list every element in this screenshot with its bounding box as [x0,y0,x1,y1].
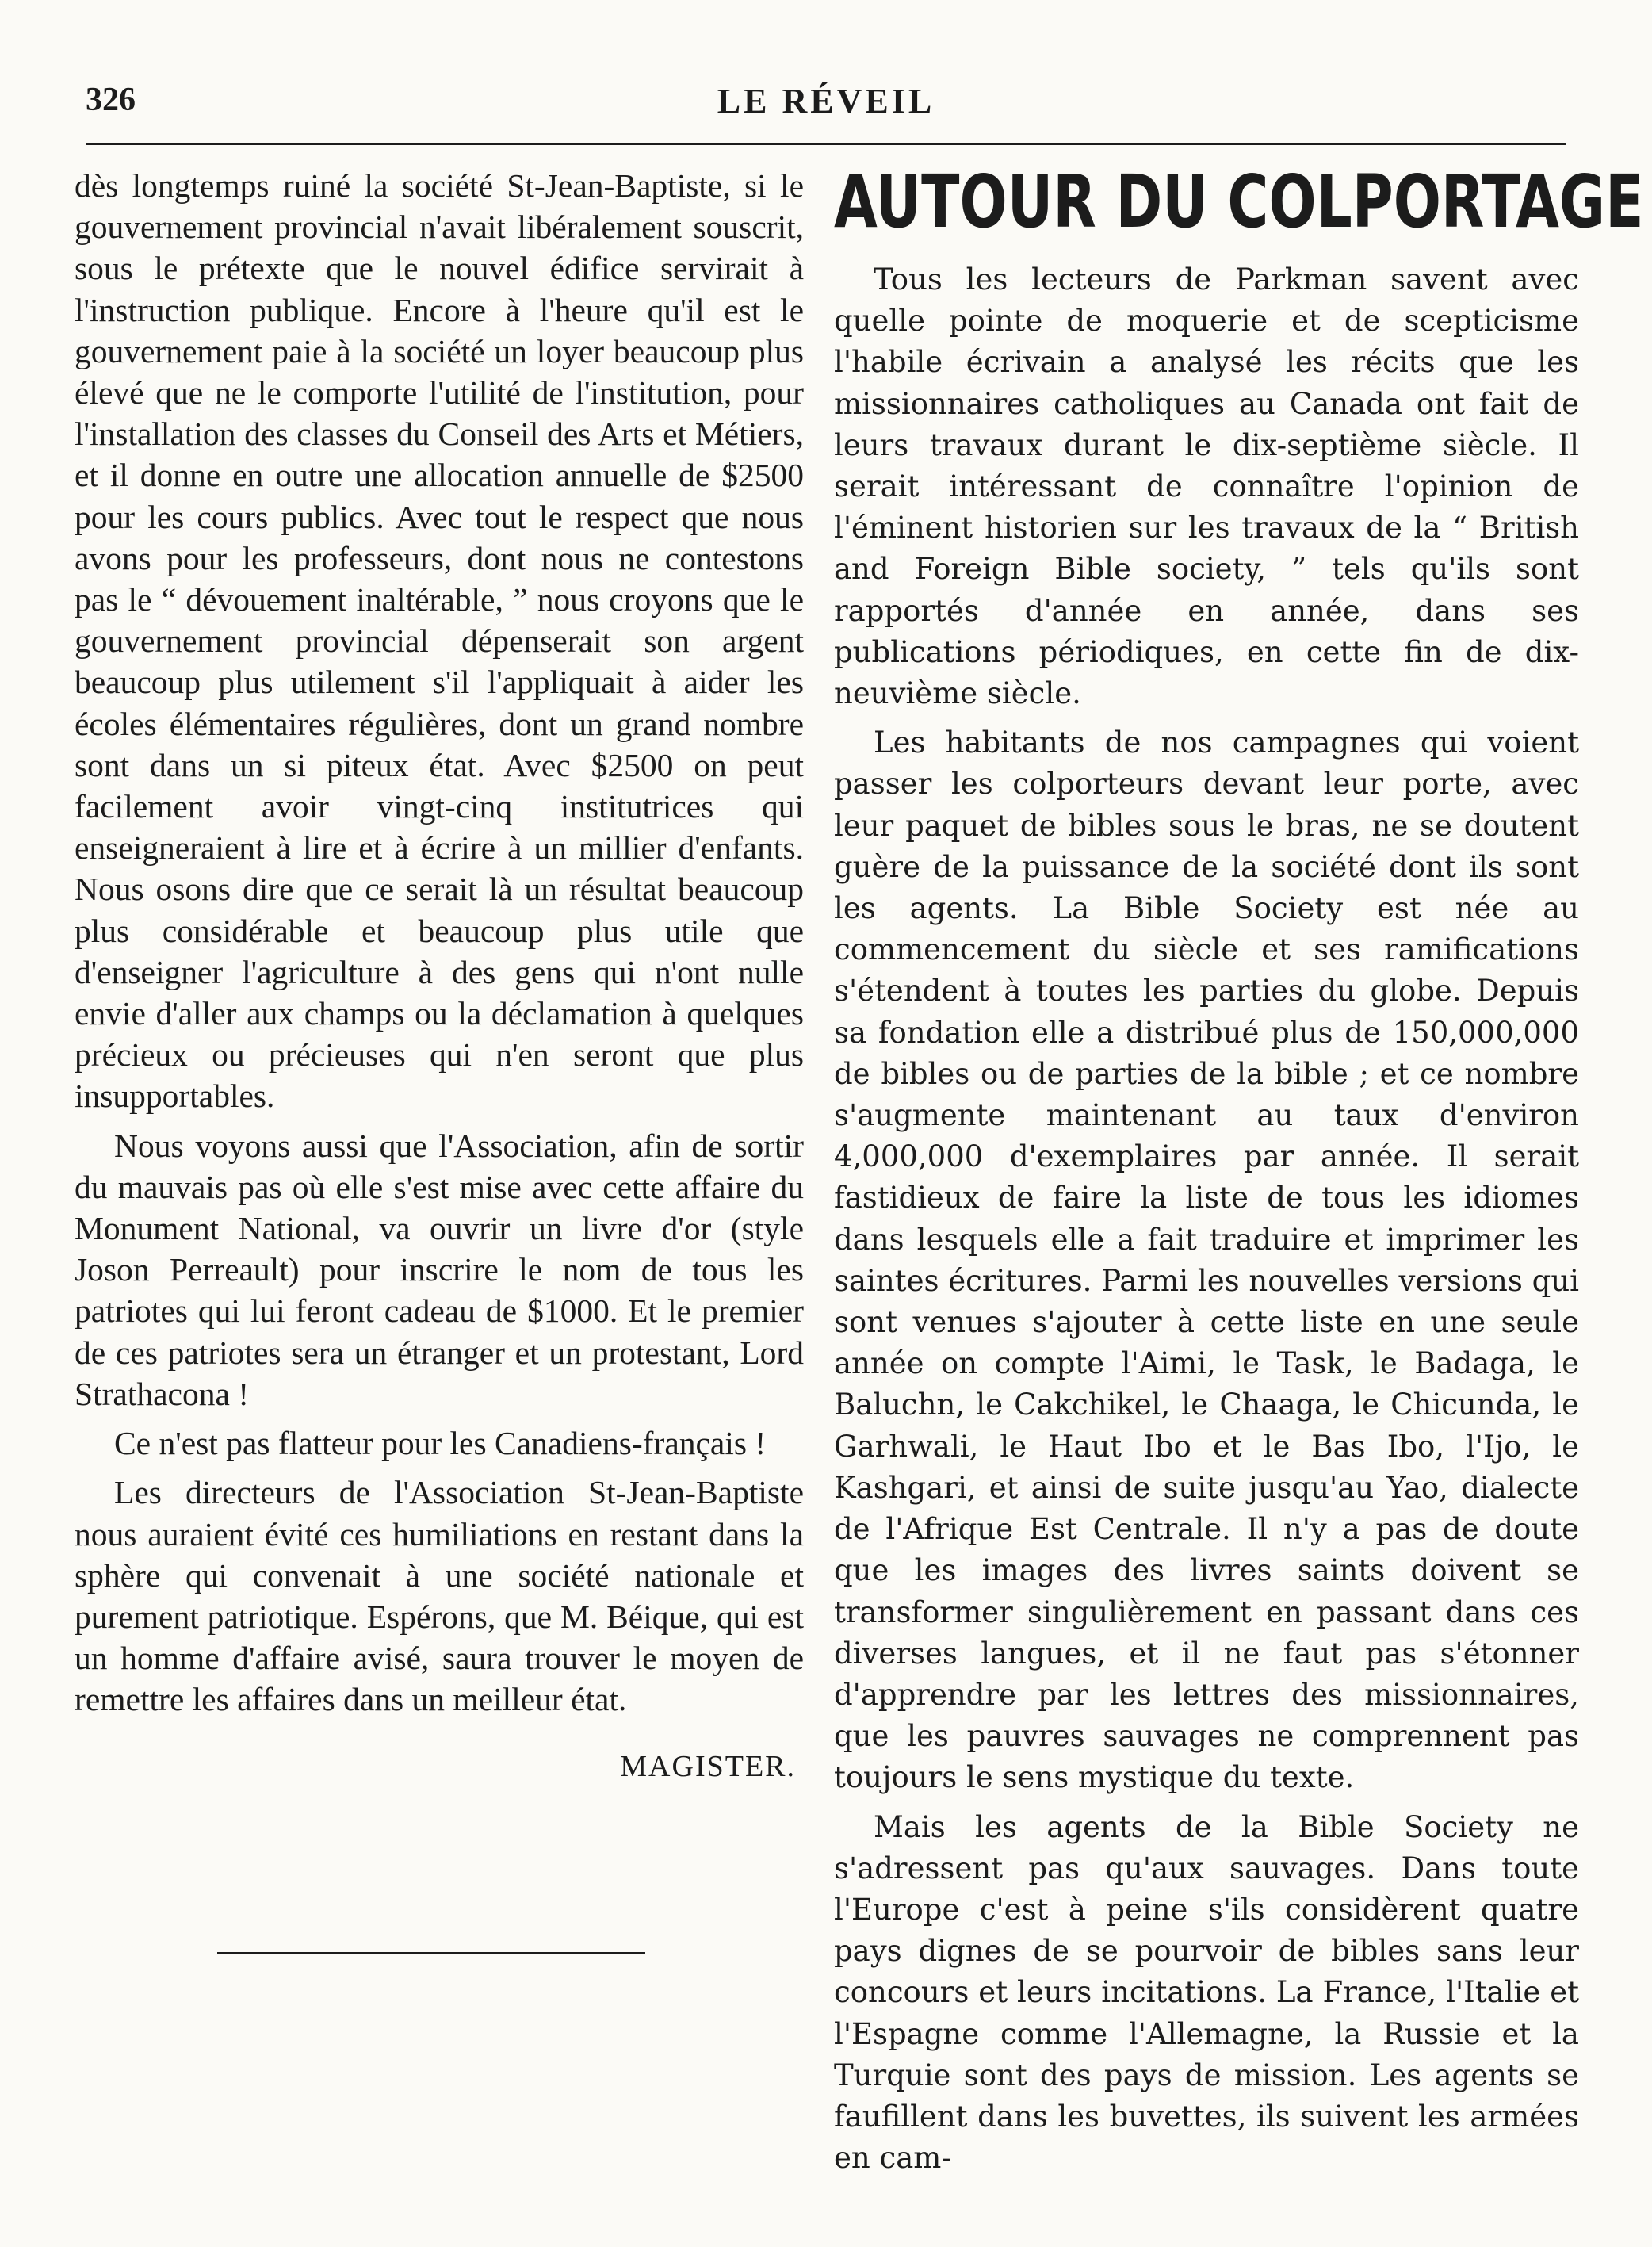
page-number: 326 [86,82,136,118]
right-column [834,159,1644,2187]
left-paragraph-1: dès longtemps ruiné la société St-Jean-Baptiste, si le gouvernement provincial n'avait libéralement souscrit, sous le prétexte que le nouvel édifice servirait à l'instruction publique. Encore à l'heure qu'il est le gouvernement paie à la société un loyer beaucoup plus élevé que ne le comporte l'utilité de l'institution, pour l'installation des classes du Conseil des Arts et Métiers, et il donne en outre une allocation annuelle de $2500 pour les cours publics. Avec tout le respect que nous avons pour les professeurs, dont nous ne contestons pas le “ dévouement inaltérable, ” nous croyons que le gouvernement provincial dépenserait son argent beaucoup plus utilement s'il l'appliquait à aider les écoles élémentaires régulières, dont un grand nombre sont dans un si piteux état. Avec $2500 on peut facilement avoir vingt-cinq institutrices qui enseigneraient à lire et à écrire à un millier d'enfants. Nous osons dire que ce serait là un résultat beaucoup plus considérable et beaucoup plus utile que d'enseigner l'agriculture à des gens qui n'ont nulle envie d'aller aux champs ou la déclamation à quelques précieux ou précieuses qui n'en seront que plus insupportables. [75,167,804,1115]
right-paragraph-2: Les habitants de nos campagnes qui voient passer les colporteurs devant leur porte, avec leur paquet de bibles sous le bras, ne se doutent guère de la puissance de la société dont ils sont les agents. La Bible Society est née au commencement du siècle et ses ramifications s'étendent à toutes les parties du globe. Depuis sa fondation elle a distribué plus de 150,000,000 de bibles ou de parties de la bible ; et ce nombre s'augmente maintenant au taux d'environ 4,000,000 d'exemplaires par année. Il serait fastidieux de faire la liste de tous les idiomes dans lesquels elle a fait traduire et imprimer les saintes écritures. Parmi les nouvelles versions qui sont venues s'ajouter à cette liste en une seule année on compte l'Aimi, le Task, le Badaga, le Baluchn, le Cakchikel, le Chaaga, le Chicunda, le Garhwali, le Haut Ibo et le Bas Ibo, l'Ijo, le Kashgari, et ainsi de suite jusqu'au Yao, dialecte de l'Afrique Est Centrale. Il n'y a pas de doute que les images des livres saints doivent se transformer singulièrement en passant dans ces diverses langues, et il ne faut pas s'étonner d'apprendre par les lettres des missionnaires, que les pauvres sauvages ne comprennent pas toujours le sens mystique du texte. [834,725,1579,1795]
left-paragraph-4: Les directeurs de l'Association St-Jean-Baptiste nous auraient évité ces humiliations en restant dans la sphère qui convenait à une société nationale et purement patriotique. Espérons, que M. Béique, qui est un homme d'affaire avisé, saura trouver le moyen de remettre les affaires dans un meilleur état. [75,1474,804,1718]
right-paragraph-3: Mais les agents de la Bible Society ne s'adressent pas qu'aux sauvages. Dans toute l'Europe c'est à peine s'ils considèrent quatre pays dignes de se pourvoir de bibles sans leur concours et leurs incitations. La France, l'Italie et l'Espagne comme l'Allemagne, la Russie et la Turquie sont des pays de mission. Les agents se faufillent dans les buvettes, ils suivent les armées en cam- [834,1809,1579,2176]
header-rule [86,143,1566,145]
left-column [75,165,804,1954]
article-title: AUTOUR DU COLPORTAGE [834,159,1644,244]
article-end-rule [217,1952,645,1954]
author-signature: MAGISTER. [620,1749,796,1783]
left-paragraph-2: Nous voyons aussi que l'Association, afin de sortir du mauvais pas où elle s'est mise avec cette affaire du Monument National, va ouvrir un livre d'or (style Joson Perreault) pour inscrire le nom de tous les patriotes qui lui feront cadeau de $1000. Et le premier de ces patriotes sera un étranger et un protestant, Lord Strathacona ! [75,1127,804,1412]
running-title: LE RÉVEIL [717,82,935,121]
left-paragraph-3: Ce n'est pas flatteur pour les Canadiens-français ! [114,1425,767,1462]
right-paragraph-1: Tous les lecteurs de Parkman savent avec quelle pointe de moquerie et de scepticisme l'habile écrivain a analysé les récits que les missionnaires catholiques au Canada ont fait de leurs travaux durant le dix-septième siècle. Il serait intéressant de connaître l'opinion de l'éminent historien sur les travaux de la “ British and Foreign Bible society, ” tels qu'ils sont rapportés d'année en année, dans ses publications périodiques, en cette fin de dix-neuvième siècle. [834,262,1579,711]
